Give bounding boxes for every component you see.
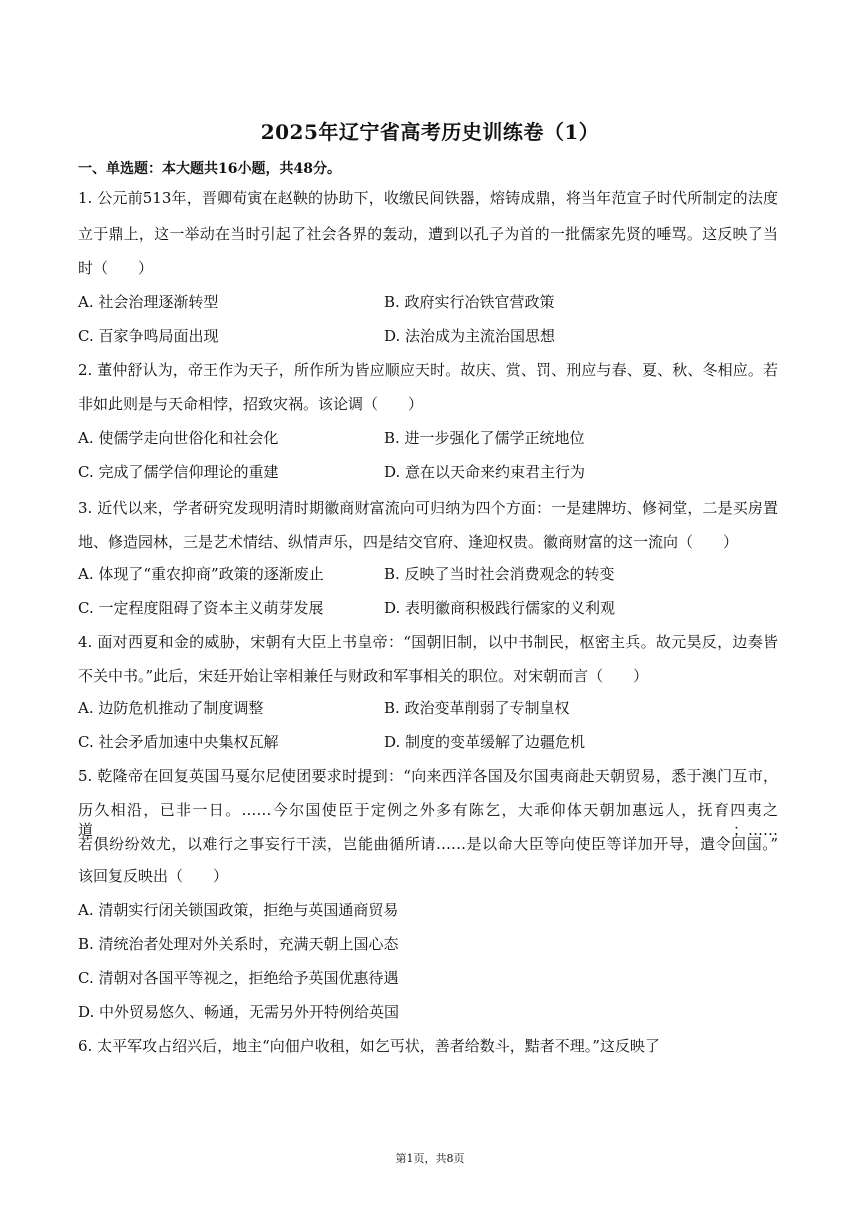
q5-line-2: 历久相沿，已非一日。……今尔国使臣于定例之外多有陈乞，大乖仰体天朝加惠远人，抚育四夷之道；…… <box>78 801 778 839</box>
q3-option-c[interactable]: C. 一定程度阻碍了资本主义萌芽发展 <box>78 599 324 617</box>
q2-option-d[interactable]: D. 意在以天命来约束君主行为 <box>384 463 586 481</box>
q4-option-a[interactable]: A. 边防危机推动了制度调整 <box>78 699 264 717</box>
q4-option-c[interactable]: C. 社会矛盾加速中央集权瓦解 <box>78 733 279 751</box>
q1-option-b[interactable]: B. 政府实行冶铁官营政策 <box>384 293 555 311</box>
q3-option-b[interactable]: B. 反映了当时社会消费观念的转变 <box>384 565 615 583</box>
q3-option-d[interactable]: D. 表明徽商积极践行儒家的义利观 <box>384 599 616 617</box>
q2-line-2: 非如此则是与天命相悖，招致灾祸。该论调（ ） <box>78 395 424 413</box>
q4-line-2: 不关中书。”此后，宋廷开始让宰相兼任与财政和军事相关的职位。对宋朝而言（ ） <box>78 667 649 685</box>
section-heading: 一、单选题：本大题共16小题，共48分。 <box>78 161 341 177</box>
page-footer: 第1页，共8页 <box>395 1152 465 1165</box>
q1-option-a[interactable]: A. 社会治理逐渐转型 <box>78 293 219 311</box>
page-title: 2025年辽宁省高考历史训练卷（1） <box>260 120 600 144</box>
q3-option-a[interactable]: A. 体现了“重农抑商”政策的逐渐废止 <box>78 565 324 583</box>
q5-line-3: 若俱纷纷效尤，以难行之事妄行干渎，岂能曲循所请……是以命大臣等向使臣等详加开导，遣令回国。” <box>78 835 778 853</box>
q1-option-c[interactable]: C. 百家争鸣局面出现 <box>78 327 219 345</box>
q1-option-d[interactable]: D. 法治成为主流治国思想 <box>384 327 556 345</box>
q2-option-a[interactable]: A. 使儒学走向世俗化和社会化 <box>78 429 279 447</box>
q3-line-1: 3. 近代以来，学者研究发现明清时期徽商财富流向可归纳为四个方面：一是建牌坊、修祠堂，二是买房置 <box>78 499 778 517</box>
q2-line-1: 2. 董仲舒认为，帝王作为天子，所作所为皆应顺应天时。故庆、赏、罚、刑应与春、夏、秋、冬相应。若 <box>78 361 778 379</box>
q1-line-1: 1. 公元前513年，晋卿荀寅在赵鞅的协助下，收缴民间铁器，熔铸成鼎，将当年范宣子时代所制定的法度 <box>78 189 778 207</box>
q5-option-a[interactable]: A. 清朝实行闭关锁国政策，拒绝与英国通商贸易 <box>78 901 399 919</box>
q5-option-c[interactable]: C. 清朝对各国平等视之，拒绝给予英国优惠待遇 <box>78 969 399 987</box>
q6-line-1: 6. 太平军攻占绍兴后，地主“向佃户收租，如乞丐状，善者给数斗，黠者不理。”这反映了 <box>78 1037 660 1055</box>
q4-option-d[interactable]: D. 制度的变革缓解了边疆危机 <box>384 733 586 751</box>
q1-line-3: 时（ ） <box>78 259 154 277</box>
q4-option-b[interactable]: B. 政治变革削弱了专制皇权 <box>384 699 570 717</box>
q1-line-2: 立于鼎上，这一举动在当时引起了社会各界的轰动，遭到以孔子为首的一批儒家先贤的唾骂。这反映了当 <box>78 225 778 243</box>
q5-line-4: 该回复反映出（ ） <box>78 867 229 885</box>
q5-option-b[interactable]: B. 清统治者处理对外关系时，充满天朝上国心态 <box>78 935 399 953</box>
q5-option-d[interactable]: D. 中外贸易悠久、畅通，无需另外开特例给英国 <box>78 1003 400 1021</box>
q4-line-1: 4. 面对西夏和金的威胁，宋朝有大臣上书皇帝：“国朝旧制，以中书制民，枢密主兵。故元昊反，边奏皆 <box>78 633 778 651</box>
q5-line-1: 5. 乾隆帝在回复英国马戛尔尼使团要求时提到：“向来西洋各国及尔国夷商赴天朝贸易，悉于澳门互市， <box>78 767 778 785</box>
q2-option-b[interactable]: B. 进一步强化了儒学正统地位 <box>384 429 585 447</box>
q2-option-c[interactable]: C. 完成了儒学信仰理论的重建 <box>78 463 279 481</box>
q3-line-2: 地、修造园林，三是艺术情结、纵情声乐，四是结交官府、逢迎权贵。徽商财富的这一流向（ ） <box>78 533 739 551</box>
